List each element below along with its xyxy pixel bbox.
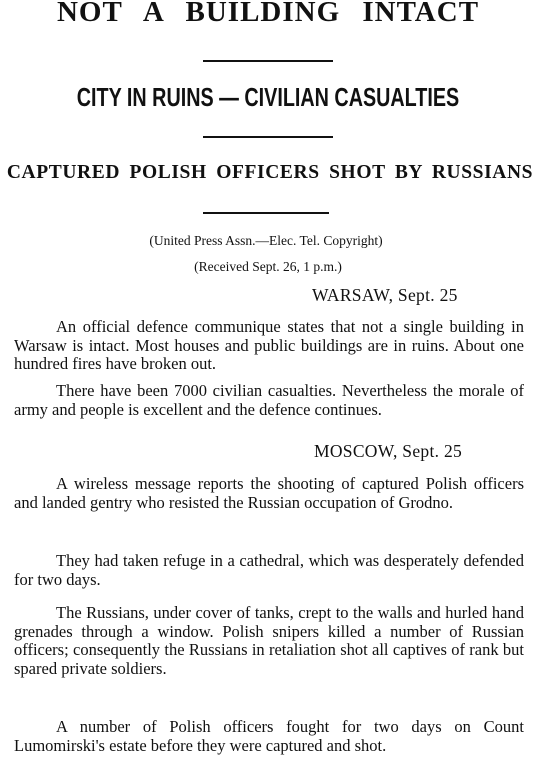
dateline-moscow: MOSCOW, Sept. 25: [314, 441, 463, 461]
body-paragraph: The Russians, under cover of tanks, crept to the walls and hurled hand grenades through a window. Polish snipers killed a number of Russian officers; consequently the Russians in retaliation shot all captives of rank but spared private soldiers.: [14, 603, 524, 678]
received-note: (Received Sept. 26, 1 p.m.): [194, 259, 342, 274]
body-paragraph: A wireless message reports the shooting of captured Polish officers and landed gentry who resisted the Russian occupation of Grodno.: [14, 474, 524, 512]
headline: NOT A BUILDING INTACT: [56, 0, 480, 28]
subheadline-secondary: CAPTURED POLISH OFFICERS SHOT BY RUSSIANS: [6, 162, 534, 183]
divider-rule: [203, 212, 329, 214]
body-paragraph: An official defence communique states that not a single building in Warsaw is intact. Most houses and public buildings are in ruins. About one hundred fires have broken out.: [14, 317, 524, 374]
body-paragraph: A number of Polish officers fought for two days on Count Lumomirski's estate before they were captured and shot.: [14, 717, 524, 755]
body-paragraph: They had taken refuge in a cathedral, which was desperately defended for two days.: [14, 551, 524, 589]
divider-rule: [203, 60, 333, 62]
divider-rule: [203, 136, 333, 138]
subheadline: CITY IN RUINS — CIVILIAN CASUALTIES: [76, 82, 460, 112]
wire-credit: (United Press Assn.—Elec. Tel. Copyright): [149, 233, 383, 248]
dateline-warsaw: WARSAW, Sept. 25: [312, 285, 458, 305]
body-paragraph: There have been 7000 civilian casualties. Nevertheless the morale of army and people is excellent and the defence continues.: [14, 381, 524, 419]
